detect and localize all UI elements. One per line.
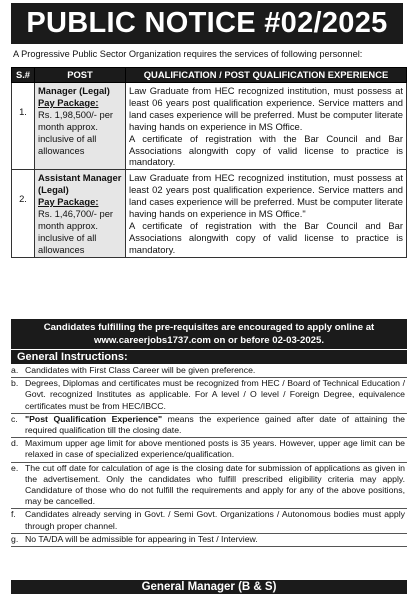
item-text <box>25 414 405 436</box>
row-sno: 2. <box>12 170 35 257</box>
item-marker: a. <box>11 365 19 375</box>
item-body: means the experience gained after date of attaining the required qualification till the closing date. <box>25 413 405 436</box>
list-item <box>11 534 407 547</box>
item-text <box>25 463 405 508</box>
apply-online-banner <box>11 319 407 349</box>
post-cell <box>35 170 126 257</box>
general-instructions-heading: General Instructions: <box>11 350 407 364</box>
item-marker: e. <box>11 462 19 473</box>
item-body: Candidates already serving in Govt. / Semi Govt. Organizations / Autonomous bodies must apply through proper channel. <box>25 509 405 531</box>
apply-line-2: www.careerjobs1737.com on or before 02-03-2025. <box>94 335 324 346</box>
table-header-row <box>12 68 407 83</box>
notice-title: PUBLIC NOTICE #02/2025 <box>11 3 403 44</box>
instructions-list <box>11 365 407 547</box>
item-text <box>25 509 405 531</box>
general-manager-heading: General Manager (B & S) <box>11 580 407 594</box>
pay-package-value: Rs. 1,98,500/- per month approx. inclusive of all allowances <box>38 108 114 156</box>
item-marker: d. <box>11 438 19 449</box>
post-name: Assistant Manager (Legal) <box>38 172 122 196</box>
list-item <box>11 365 407 378</box>
header-sno: S.# <box>12 68 35 83</box>
item-marker: g. <box>11 533 19 544</box>
item-marker: b. <box>11 378 19 389</box>
item-body: Candidates with First Class Career will be given preference. <box>25 365 256 375</box>
qualification-text: Law Graduate from HEC recognized institution, must possess at least 06 years post qualification experience. Service matters and land cases experience will be preferred. Must be computer literate having hands on experience in MS Office. <box>129 85 403 132</box>
item-bold: "Post Qualification Experience" <box>25 413 163 424</box>
table-row <box>12 83 407 170</box>
row-sno: 1. <box>12 83 35 170</box>
item-marker: c. <box>11 413 18 424</box>
item-body: Degrees, Diplomas and certificates must be recognized from HEC / Board of Technical Education / Govt. recognized Institutes as applicable. For A level / O level / Foreign Degree, equivalence certificates must be from HEC/IBCC. <box>25 378 405 411</box>
apply-line-1: Candidates fulfilling the pre-requisites are encouraged to apply online at <box>43 322 375 333</box>
pay-package-label: Pay Package: <box>38 196 99 208</box>
qualification-text: Law Graduate from HEC recognized institution, must possess at least 02 years post qualification experience. Service matters and land cases experience will be preferred. Must be computer literate having hands on experience in MS Office." <box>129 172 403 220</box>
post-cell <box>35 83 126 170</box>
intro-text: A Progressive Public Sector Organization requires the services of following personnel: <box>13 49 363 59</box>
list-item <box>11 378 407 414</box>
item-body: No TA/DA will be admissible for appearing in Test / Interview. <box>25 533 258 544</box>
notice-page <box>3 3 417 593</box>
post-name: Manager (Legal) <box>38 85 110 96</box>
list-item <box>11 414 407 438</box>
header-post: POST <box>35 68 126 83</box>
item-text <box>25 378 405 412</box>
item-body: Maximum upper age limit for above mentioned posts is 35 years. However, upper age limit can be relaxed in case of specialized experience/qualification. <box>25 438 405 460</box>
item-marker: f. <box>11 509 16 520</box>
certificate-text: A certificate of registration with the Bar Council and Bar Associations alongwith copy of valid license to practice is mandatory. <box>129 132 403 168</box>
header-qualification: QUALIFICATION / POST QUALIFICATION EXPERIENCE <box>126 68 407 83</box>
item-body: The cut off date for calculation of age is the closing date for submission of applications as given in the advertisement. Only the candidates who fulfill prescribed eligibility criteria may apply. Candidature of those who do not fulfill the requirements and apply for any of the above positions, may be cancelled. <box>25 462 405 507</box>
certificate-text: A certificate of registration with the Bar Council and Bar Associations alongwith copy of valid license to practice is mandatory. <box>129 219 403 255</box>
item-text <box>25 365 405 376</box>
posts-table <box>11 67 407 258</box>
list-item <box>11 509 407 533</box>
item-text <box>25 438 405 460</box>
pay-package-value: Rs. 1,46,700/- per month approx. inclusive of all allowances <box>38 208 114 255</box>
list-item <box>11 438 407 462</box>
pay-package-label: Pay Package: <box>38 96 99 108</box>
qualification-cell <box>126 83 407 170</box>
table-row <box>12 170 407 257</box>
list-item <box>11 463 407 510</box>
qualification-cell <box>126 170 407 257</box>
item-text <box>25 534 405 545</box>
